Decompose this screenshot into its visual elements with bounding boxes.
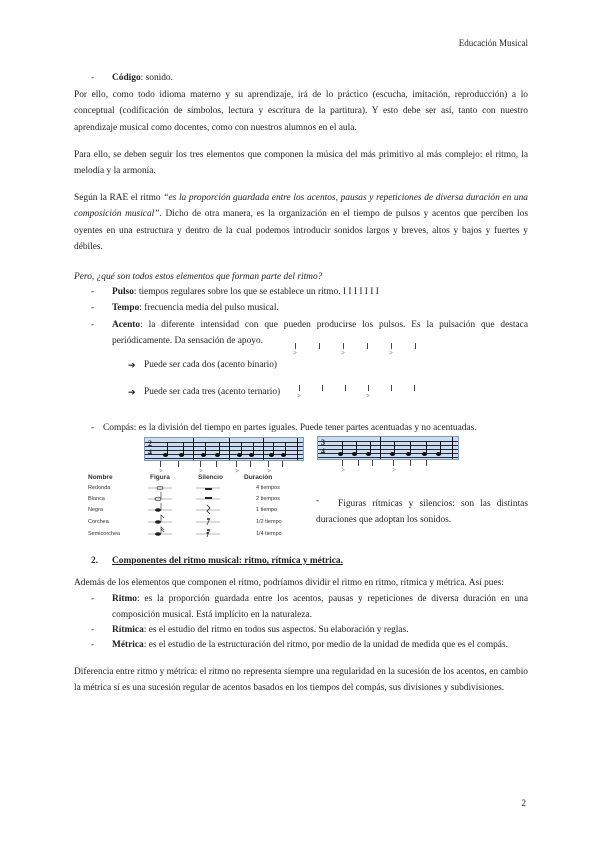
accent-mark-icon: > <box>366 392 370 400</box>
paragraph-5: Diferencia entre ritmo y métrica: el ritmo no representa siempre una regularidad en la sucesión de los acentos, en cambio la métrica sí es una sucesión regular de acentos basados en los tiempos del compás, sus divisiones y subdivisiones. <box>74 667 528 694</box>
pulse-tick <box>426 460 427 466</box>
list-dash: - <box>91 287 95 297</box>
paragraph-3 <box>74 190 528 256</box>
running-header: Educación Musical <box>458 38 528 48</box>
pulso-label: Pulso <box>112 287 134 297</box>
pulso-text: : tiempos regulares sobre los que se establece un ritmo. I I I I I I I <box>133 287 379 297</box>
table-cell: Redonda <box>88 485 111 491</box>
page-number: 2 <box>521 798 526 808</box>
ritmo-text: : es la proporción guardada entre los acentos, pausas y repeticiones de diversa duración en una composición musical. Está implícito en la naturaleza. <box>112 594 528 621</box>
pulse-tick <box>250 461 251 467</box>
metrica-text: : es el estudio de la estructuración del ritmo, por medio de la unidad de medida que es el compás. <box>143 640 508 650</box>
codigo-label: Código <box>112 73 141 83</box>
question: Pero, ¿qué son todos estos elementos que forman parte del ritmo? <box>74 272 323 282</box>
pulse-tick <box>282 461 283 467</box>
acento-item <box>112 317 528 350</box>
pulso-item <box>112 284 528 300</box>
time-signature-icon: 3 4 <box>321 438 325 456</box>
metrica-item <box>112 637 528 653</box>
pulse-tick <box>391 385 392 391</box>
tempo-item <box>112 300 528 316</box>
list-dash: - <box>316 496 320 506</box>
pulse-tick <box>368 385 369 391</box>
rae-quote: “es la proporción guardada entre los acentos, pausas y repeticiones de diversa duración en una composición musical” <box>74 193 528 220</box>
pulse-tick <box>322 385 323 391</box>
pulse-tick <box>410 460 411 466</box>
table-cell: 1/4 tiempo <box>256 531 282 537</box>
table-header: Duración <box>244 474 273 481</box>
pulse-tick <box>372 460 373 466</box>
ritmo-item <box>112 591 528 624</box>
codigo-text: : sonido. <box>140 73 173 83</box>
accent-mark-icon: > <box>341 466 345 474</box>
table-header: Silencio <box>198 474 223 481</box>
pulse-tick <box>358 460 359 466</box>
ritmica-text: : es el estudio del ritmo en todos sus aspectos. Su elaboración y reglas. <box>143 625 409 635</box>
acento-label: Acento <box>112 320 141 330</box>
pulse-tick <box>178 461 179 467</box>
time-signature-icon: 2 4 <box>148 439 152 457</box>
accent-mark-icon: > <box>392 466 396 474</box>
table-cell: Semicorchea <box>88 531 121 537</box>
list-dash: - <box>91 423 95 433</box>
tempo-label: Tempo <box>112 303 140 313</box>
list-dash: - <box>91 640 95 650</box>
ritmo-label: Ritmo <box>112 594 137 604</box>
codigo-item <box>112 70 528 86</box>
table-cell: Negra <box>88 507 103 513</box>
binario-text: Puede ser cada dos (acento binario) <box>144 360 278 370</box>
ritmica-label: Rítmica <box>112 625 144 635</box>
table-cell: Corchea <box>88 519 109 525</box>
accent-mark-icon: > <box>159 467 163 475</box>
accent-mark-icon: > <box>267 467 271 475</box>
paragraph-1: Por ello, como todo idioma materno y su aprendizaje, irá de lo práctico (escucha, imitación, reproducción) a lo conceptual (codificación de símbolos, lectura y escritura de la partitura). Y esto debe ser así, tanto con nuestro aprendizaje musical como docentes, como con nuestros alumnos en el aula. <box>74 90 528 133</box>
list-dash: - <box>91 594 95 604</box>
figures-table <box>88 474 298 540</box>
p3-start: Según la RAE el ritmo <box>74 193 164 203</box>
table-cell: 2 tiempos <box>256 496 280 502</box>
table-cell: 4 tiempos <box>256 485 280 491</box>
arrow-icon: ➔ <box>128 360 136 370</box>
tempo-text: : frecuencia media del pulso musical. <box>139 303 279 313</box>
acento-text: : la diferente intensidad con que pueden producirse los pulsos. Es la pulsación que destaca periódicamente. Da sensación de apoyo. <box>112 320 528 347</box>
accent-mark-icon: > <box>235 467 239 475</box>
table-header: Nombre <box>88 474 113 481</box>
table-header: Figura <box>150 474 170 481</box>
paragraph-4: Además de los elementos que componen el ritmo, podríamos dividir el ritmo en ritmo, rítmica y métrica. Así pues: <box>74 578 504 588</box>
compas-text: Compás: es la división del tiempo en partes iguales. Puede tener partes acentuadas y no acentuadas. <box>103 423 477 433</box>
metrica-label: Métrica <box>112 640 144 650</box>
table-cell: 1/2 tiempo <box>256 519 282 525</box>
accent-mark-icon: > <box>389 349 393 357</box>
list-dash: - <box>91 625 95 635</box>
list-dash: - <box>91 320 95 330</box>
staff-3-4-image <box>317 436 459 460</box>
section-number: 2. <box>91 556 99 566</box>
section-title: Componentes del ritmo musical: ritmo, rítmica y métrica. <box>112 556 343 566</box>
list-dash: - <box>91 73 95 83</box>
ternario-text: Puede ser cada tres (acento ternario) <box>144 387 281 397</box>
accent-mark-icon: > <box>297 392 301 400</box>
table-cell: Blanca <box>88 496 105 502</box>
list-dash: - <box>91 303 95 313</box>
rest-figures-icon <box>194 482 224 542</box>
staff-2-4-image <box>144 437 304 461</box>
accent-mark-icon: > <box>293 349 297 357</box>
note-figures-icon <box>146 482 176 542</box>
arrow-icon: ➔ <box>128 387 136 397</box>
p3-rest: . Dicho de otra manera, es la organización en el tiempo de pulsos y acentos que perciben los oyentes en una estructura y dentro de la cual podemos introducir sonidos largos y breves, altos y bajos y fuertes y débiles. <box>74 209 528 253</box>
pulse-tick <box>415 343 416 349</box>
ritmica-item <box>112 622 528 638</box>
paragraph-2: Para ello, se deben seguir los tres elementos que componen la música del más primitivo al más complejo: el ritmo, la melodía y la armonía. <box>74 150 528 177</box>
figuras-text: Figuras rítmicas y silencios: son las distintas duraciones que adoptan los sonidos. <box>316 499 528 526</box>
table-cell: 1 tiempo <box>256 507 278 513</box>
pulse-tick <box>414 385 415 391</box>
pulse-tick <box>216 461 217 467</box>
pulse-tick <box>367 343 368 349</box>
pulse-tick <box>345 385 346 391</box>
pulse-tick <box>299 385 300 391</box>
accent-mark-icon: > <box>341 349 345 357</box>
pulse-tick <box>319 343 320 349</box>
accent-mark-icon: > <box>199 467 203 475</box>
